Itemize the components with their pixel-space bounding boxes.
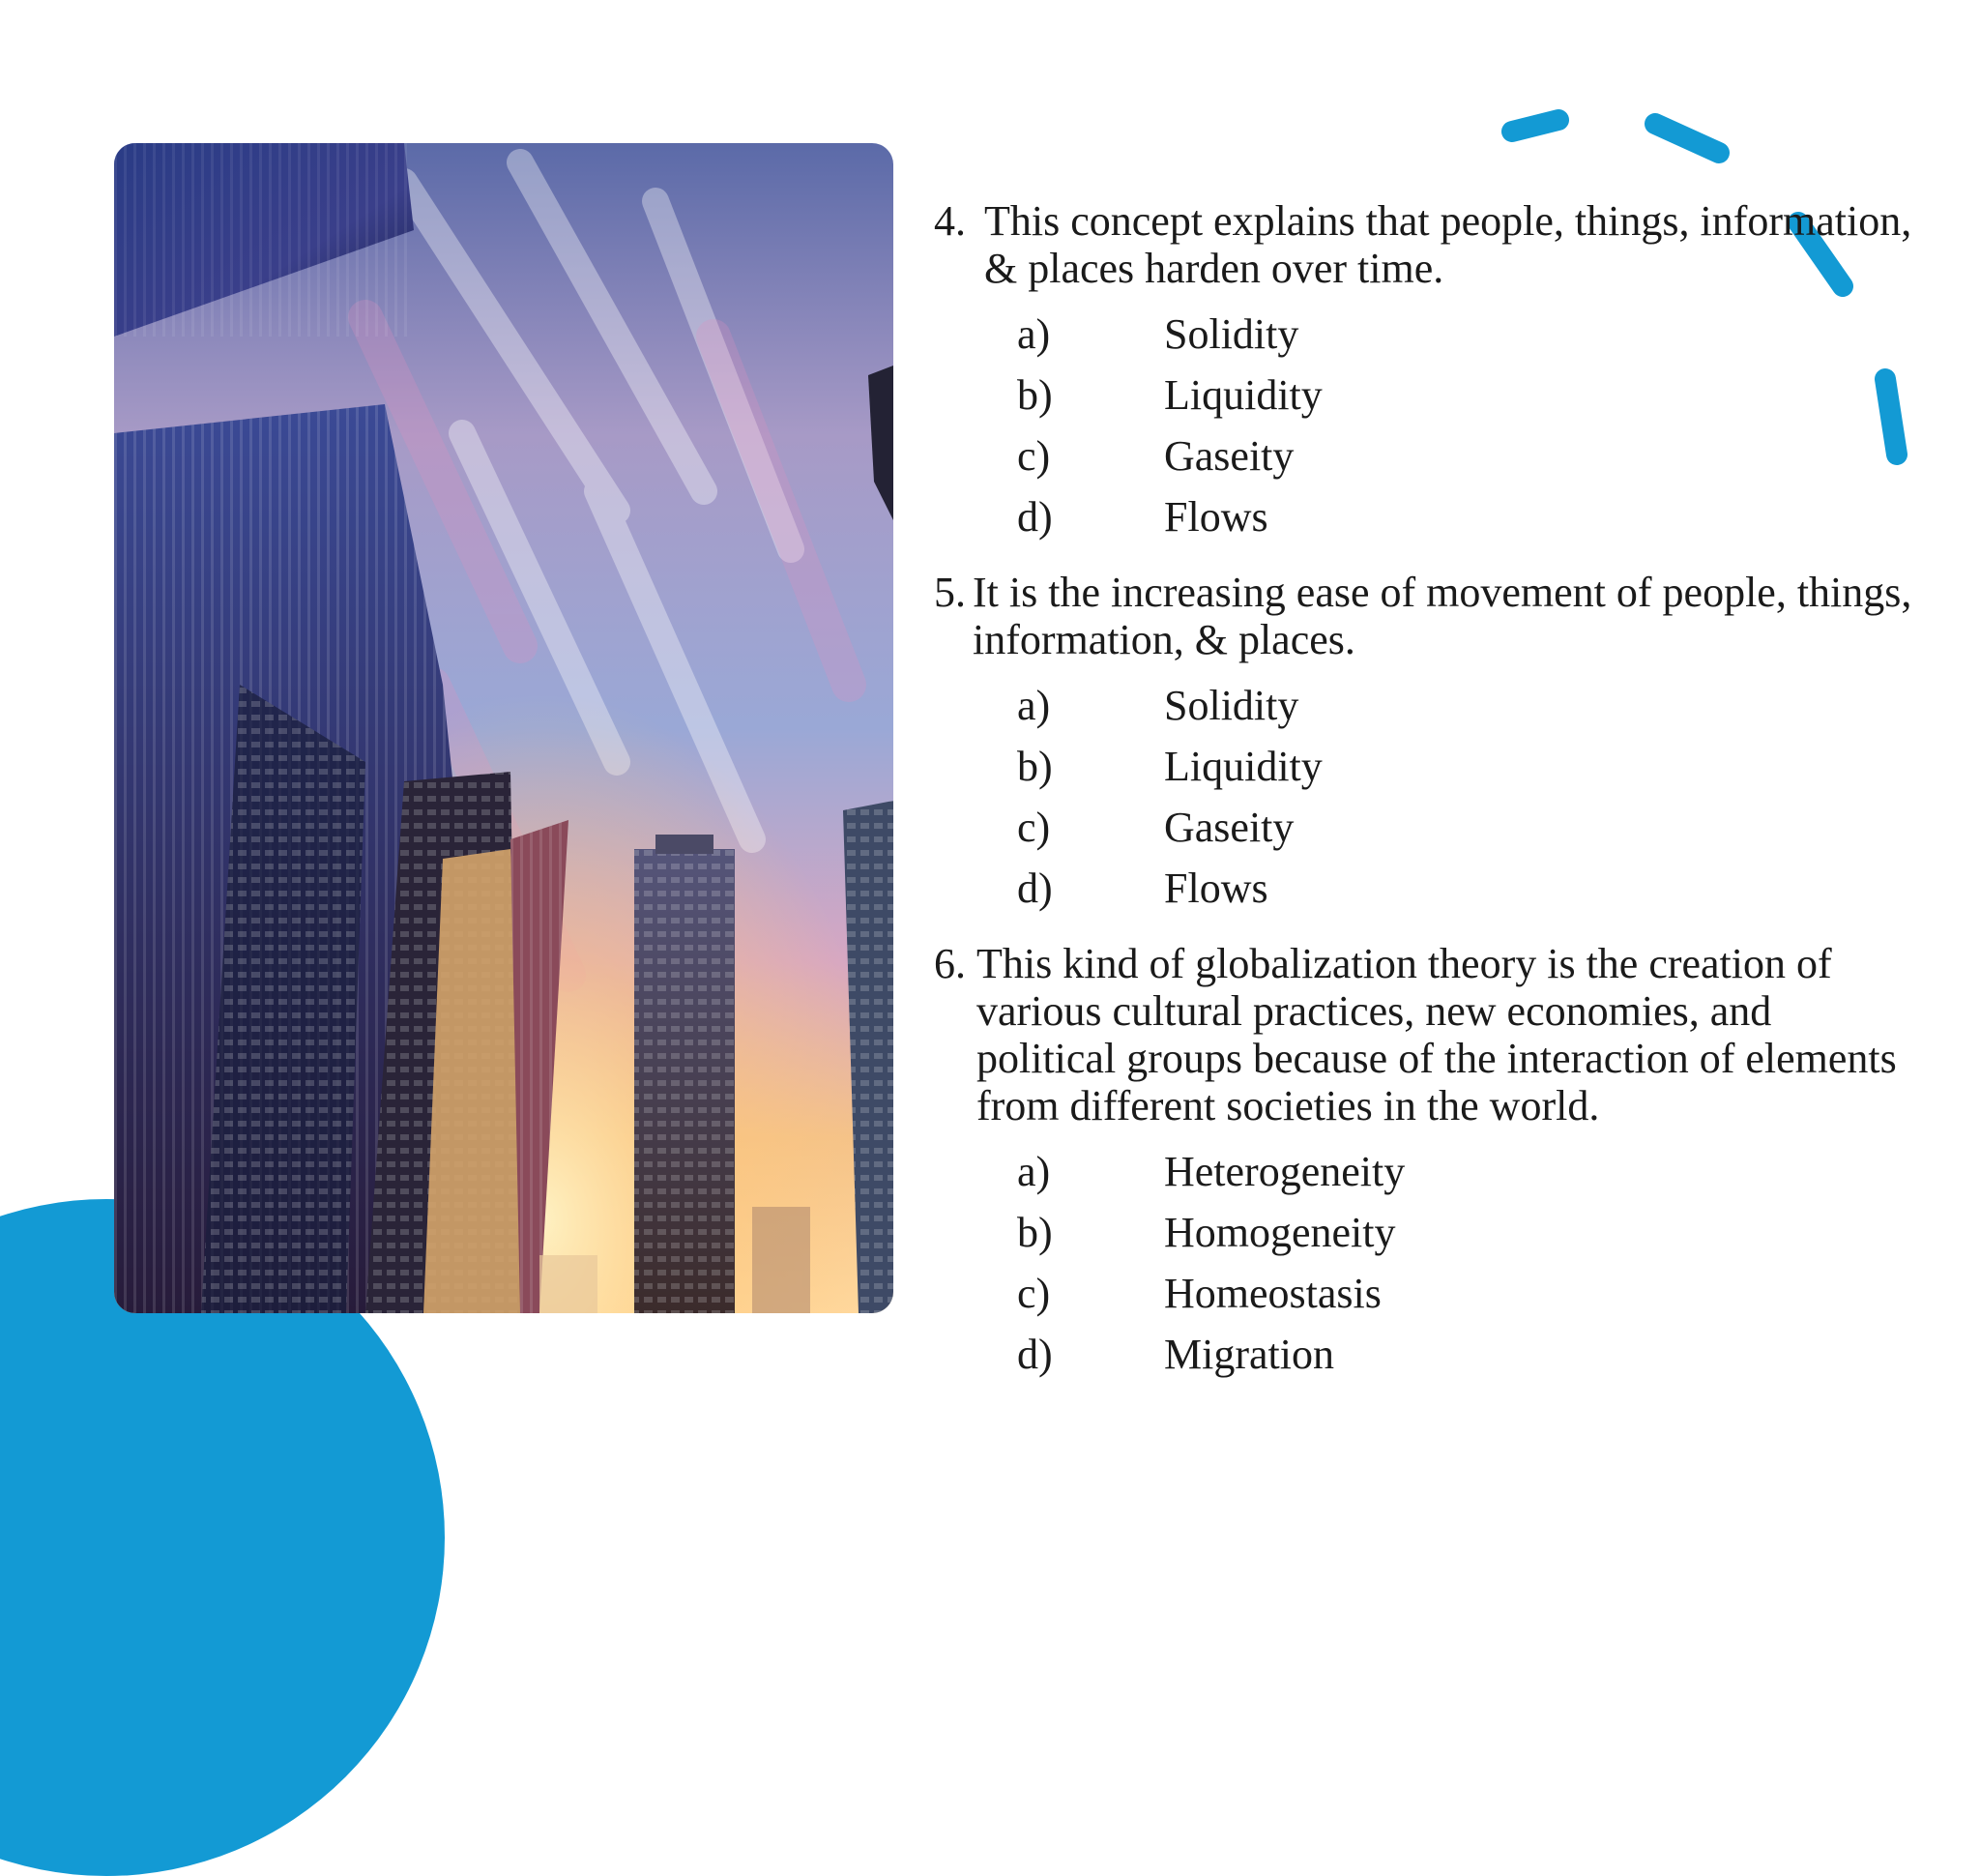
option-letter: d) (1017, 865, 1053, 912)
option-letter: b) (1017, 1209, 1053, 1256)
option-letter: a) (1017, 1148, 1051, 1195)
option-list (934, 675, 1920, 919)
option-text: Solidity (1164, 310, 1299, 358)
option-text: Liquidity (1164, 371, 1323, 419)
question-4 (934, 197, 1920, 547)
option-item (934, 736, 1920, 797)
option-item (934, 1202, 1920, 1263)
question-text: It is the increasing ease of movement of people, things, information, & places. (973, 569, 1912, 663)
option-letter: d) (1017, 493, 1053, 541)
question-number: 6. (934, 940, 966, 987)
question-stem (934, 569, 1920, 663)
option-text: Homeostasis (1164, 1270, 1382, 1317)
option-item (934, 365, 1920, 425)
question-5 (934, 569, 1920, 919)
option-text: Homogeneity (1164, 1209, 1396, 1256)
option-letter: c) (1017, 1270, 1051, 1317)
option-item (934, 486, 1920, 547)
option-item (934, 1141, 1920, 1202)
option-letter: a) (1017, 310, 1051, 358)
skyscraper-photo (114, 143, 893, 1313)
question-number: 5. (934, 569, 966, 616)
option-letter: c) (1017, 432, 1051, 480)
option-item (934, 1263, 1920, 1324)
option-letter: a) (1017, 682, 1051, 729)
option-item (934, 797, 1920, 858)
option-list (934, 304, 1920, 547)
option-text: Gaseity (1164, 432, 1295, 480)
option-letter: b) (1017, 743, 1053, 790)
option-item (934, 1324, 1920, 1385)
option-item (934, 675, 1920, 736)
option-letter: d) (1017, 1331, 1053, 1378)
option-item (934, 858, 1920, 919)
quiz-questions (934, 197, 1920, 1406)
option-text: Liquidity (1164, 743, 1323, 790)
question-text: This concept explains that people, things, information, & places harden over time. (984, 197, 1912, 292)
question-stem (934, 940, 1920, 1129)
option-item (934, 425, 1920, 486)
option-text: Migration (1164, 1331, 1334, 1378)
option-text: Gaseity (1164, 804, 1295, 851)
question-6 (934, 940, 1920, 1385)
option-letter: c) (1017, 804, 1051, 851)
option-item (934, 304, 1920, 365)
option-text: Heterogeneity (1164, 1148, 1406, 1195)
option-text: Flows (1164, 865, 1268, 912)
option-text: Flows (1164, 493, 1268, 541)
option-text: Solidity (1164, 682, 1299, 729)
option-letter: b) (1017, 371, 1053, 419)
option-list (934, 1141, 1920, 1385)
question-text: This kind of globalization theory is the creation of various cultural practices, new economies, and political groups because of the interaction of elements from different societies in the world. (976, 940, 1897, 1129)
question-number: 4. (934, 197, 966, 245)
question-stem (934, 197, 1920, 292)
